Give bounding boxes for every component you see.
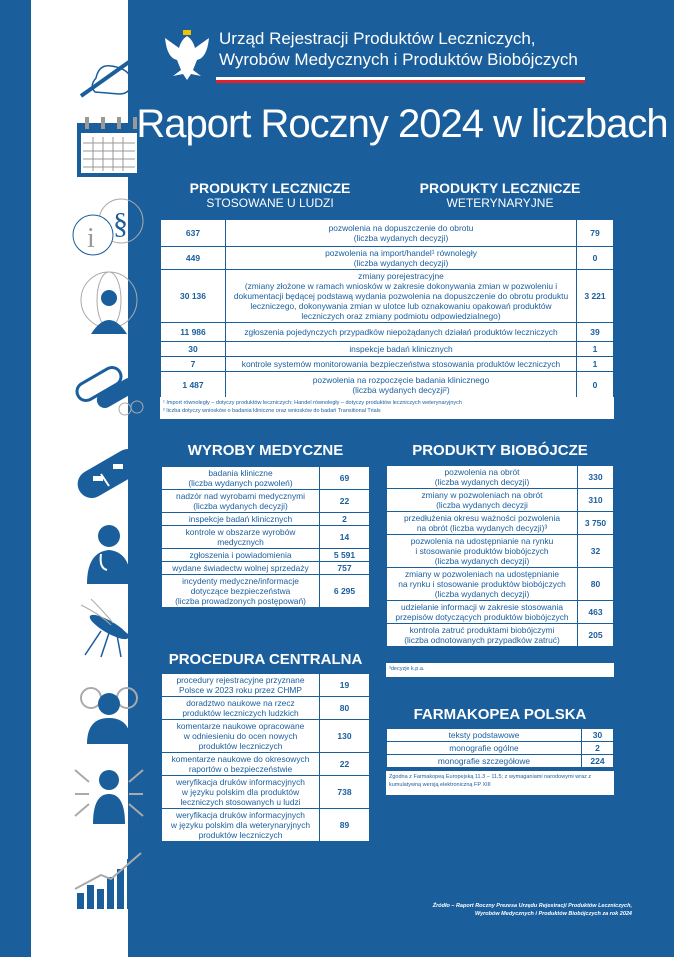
label-cell: inspekcje badań klinicznych (162, 513, 320, 526)
value-cell: 330 (578, 466, 614, 489)
value-cell: 80 (578, 568, 614, 601)
value-cell: 1 (577, 342, 614, 357)
biocides-table (386, 465, 614, 647)
value-cell: 2 (582, 742, 614, 755)
value-cell: 7 (161, 357, 226, 372)
table-row (162, 562, 370, 575)
central-procedure-table (161, 673, 370, 842)
label-cell: komentarze naukowe opracowane w odniesieniu do ocen nowych produktów leczniczych (162, 720, 320, 753)
value-cell: 738 (320, 776, 370, 809)
table-row (161, 372, 614, 399)
heading: PRODUKTY LECZNICZE (189, 180, 351, 196)
table-row (162, 490, 370, 513)
value-cell: 19 (320, 674, 370, 697)
label-cell: zmiany w pozwoleniach na udostępnianie na rynku i stosowanie produktów biobójczych (liczba wydanych decyzji) (387, 568, 578, 601)
label-cell: udzielanie informacji w zakresie stosowania przepisów dotyczących produktów biobójczych (387, 601, 578, 624)
value-cell: 30 (582, 729, 614, 742)
value-cell: 637 (161, 220, 226, 247)
label-cell: doradztwo naukowe na rzecz produktów leczniczych ludzkich (162, 697, 320, 720)
value-cell: 463 (578, 601, 614, 624)
mosquito-icon (71, 595, 147, 659)
table-row (161, 270, 614, 323)
table-row (387, 601, 614, 624)
table-row (387, 512, 614, 535)
label-cell: wydane świadectw wolnej sprzedaży (162, 562, 320, 575)
table-row (387, 755, 614, 768)
label-cell: zmiany w pozwoleniach na obrót (liczba wydanych decyzji (387, 489, 578, 512)
label-cell: weryfikacja druków informacyjnych w języku polskim dla weterynaryjnych produktów leczniczych (162, 809, 320, 842)
table-row (162, 809, 370, 842)
value-cell: 0 (577, 372, 614, 399)
value-cell: 69 (320, 467, 370, 490)
label-cell: pozwolenia na dopuszczenie do obrotu (liczba wydanych decyzji) (226, 220, 577, 247)
table-row (162, 549, 370, 562)
heading: PRODUKTY LECZNICZE (419, 180, 581, 196)
section-central-procedure-heading: PROCEDURA CENTRALNA (168, 651, 363, 668)
biocides-footnote: ³decyzje k.p.a. (386, 663, 614, 677)
pharmacopoeia-table (386, 728, 614, 768)
source-line1: Źródło – Raport Roczny Prezesa Urzędu Rejestracji Produktów Leczniczych, (432, 903, 632, 909)
label-cell: teksty podstawowe (387, 729, 582, 742)
source-line2: Wyrobów Medycznych i Produktów Biobójczych za rok 2024 (475, 911, 632, 917)
table-row (161, 247, 614, 270)
section-pharmacopoeia-heading: FARMAKOPEA POLSKA (413, 706, 587, 723)
table-row (387, 624, 614, 647)
person-arrows-icon (71, 760, 147, 824)
value-cell: 22 (320, 490, 370, 513)
table-row (162, 575, 370, 608)
table-row (161, 220, 614, 247)
value-cell: 11 986 (161, 323, 226, 342)
products-table (160, 219, 614, 399)
value-cell: 205 (578, 624, 614, 647)
value-cell: 39 (577, 323, 614, 342)
value-cell: 14 (320, 526, 370, 549)
label-cell: incydenty medyczne/informacje dotyczące bezpieczeństwa (liczba prowadzonych postępowań) (162, 575, 320, 608)
table-row (162, 467, 370, 490)
label-cell: pozwolenia na udostępnianie na rynku i stosowanie produktów biobójczych (liczba wydanych decyzji) (387, 535, 578, 568)
value-cell: 89 (320, 809, 370, 842)
value-cell: 22 (320, 753, 370, 776)
label-cell: kontrola zatruć produktami biobójczymi (liczba odnotowanych przypadków zatruć) (387, 624, 578, 647)
section-vet-products-heading (390, 180, 610, 210)
table-row (162, 513, 370, 526)
label-cell: kontrole systemów monitorowania bezpieczeństwa stosowania produktów leczniczych (226, 357, 577, 372)
value-cell: 2 (320, 513, 370, 526)
table-row (162, 674, 370, 697)
table-row (162, 753, 370, 776)
subheading: WETERYNARYJNE (446, 196, 554, 210)
globe-person-icon (71, 270, 147, 334)
value-cell: 0 (577, 247, 614, 270)
subheading: STOSOWANE U LUDZI (206, 196, 334, 210)
value-cell: 79 (577, 220, 614, 247)
label-cell: zgłoszenia pojedynczych przypadków niepożądanych działań produktów leczniczych (226, 323, 577, 342)
label-cell: komentarze naukowe do okresowych raportów o bezpieczeństwie (162, 753, 320, 776)
label-cell: monografie szczegółowe (387, 755, 582, 768)
medical-devices-table (161, 466, 370, 608)
section-biocides-heading: PRODUKTY BIOBÓJCZE (412, 442, 588, 459)
label-cell: badania kliniczne (liczba wydanych pozwoleń) (162, 467, 320, 490)
table-row (387, 568, 614, 601)
doctor-icon (71, 520, 147, 584)
label-cell: przedłużenia okresu ważności pozwolenia na obrót (liczba wydanych decyzji)³ (387, 512, 578, 535)
label-cell: zmiany porejestracyjne (zmiany złożone w ramach wniosków w zakresie dokonywania zmian w pozwoleniu i dokumentacji będącej podstawą wydania pozwolenia na dopuszczenie do obrotu produktu leczniczego, dokonywania zmian w ulotce lub oznakowaniu opakowań produktów leczniczych oraz zmiany podmiotu odpowiedzialnego) (226, 270, 577, 323)
value-cell: 3 750 (578, 512, 614, 535)
value-cell: 32 (578, 535, 614, 568)
section-medical-devices-heading: WYROBY MEDYCZNE (187, 442, 344, 459)
table-row (162, 776, 370, 809)
value-cell: 80 (320, 697, 370, 720)
value-cell: 3 221 (577, 270, 614, 323)
org-name-line2: Wyrobów Medycznych i Produktów Biobójczych (219, 50, 578, 69)
pills-icon (71, 355, 147, 419)
table-row (161, 357, 614, 372)
label-cell: zgłoszenia i powiadomienia (162, 549, 320, 562)
source-note (433, 902, 632, 918)
table-row (162, 697, 370, 720)
veterinary-capsule-icon (71, 440, 147, 504)
table-row (162, 720, 370, 753)
section-human-products-heading (160, 180, 380, 210)
label-cell: monografie ogólne (387, 742, 582, 755)
table-row (162, 526, 370, 549)
table-row (387, 535, 614, 568)
org-header (163, 28, 578, 80)
eagle-emblem-icon (163, 28, 211, 80)
value-cell: 310 (578, 489, 614, 512)
label-cell: inspekcje badań klinicznych (226, 342, 577, 357)
info-paragraph-icon (71, 195, 147, 259)
label-cell: pozwolenia na import/handel¹ równoległy (liczba wydanych decyzji) (226, 247, 577, 270)
table-row (161, 342, 614, 357)
label-cell: procedury rejestracyjne przyznane Polsce w 2023 roku przez CHMP (162, 674, 320, 697)
value-cell: 1 487 (161, 372, 226, 399)
pharmacopoeia-note: Zgodna z Farmakopeą Europejską 11.3 – 11.5; z wymaganiami narodowymi wraz z kumulatywną wersją elektroniczną FP XIII (386, 771, 614, 795)
table-row (387, 742, 614, 755)
org-name-line1: Urząd Rejestracji Produktów Leczniczych, (219, 29, 536, 48)
footnote-1: ¹ Import równoległy – dotyczy produktów leczniczych; Handel równoległy – dotyczy produktów leczniczych weterynaryjnych (163, 400, 462, 406)
value-cell: 757 (320, 562, 370, 575)
icon-sidebar (31, 0, 128, 957)
value-cell: 30 136 (161, 270, 226, 323)
products-footnotes (160, 397, 614, 419)
flag-stripe (216, 77, 585, 83)
footnote-2: ² liczba dotyczy wniosków o badania kliniczne oraz wniosków do badań Transitional Trials (163, 408, 381, 414)
label-cell: kontrole w obszarze wyrobów medycznych (162, 526, 320, 549)
value-cell: 224 (582, 755, 614, 768)
page-title: Raport Roczny 2024 w liczbach (136, 102, 668, 146)
value-cell: 30 (161, 342, 226, 357)
label-cell: weryfikacja druków informacyjnych w języku polskim dla produktów leczniczych stosowanych u ludzi (162, 776, 320, 809)
table-row (161, 323, 614, 342)
svg-text:i: i (87, 223, 95, 254)
table-row (387, 729, 614, 742)
value-cell: 130 (320, 720, 370, 753)
bar-chart-icon (71, 845, 147, 909)
value-cell: 1 (577, 357, 614, 372)
pen-hand-icon (71, 38, 147, 102)
value-cell: 6 295 (320, 575, 370, 608)
label-cell: nadzór nad wyrobami medycznymi (liczba wydanych decyzji) (162, 490, 320, 513)
table-row (387, 466, 614, 489)
label-cell: pozwolenia na obrót (liczba wydanych decyzji) (387, 466, 578, 489)
value-cell: 5 591 (320, 549, 370, 562)
table-row (387, 489, 614, 512)
svg-text:§: § (113, 207, 128, 240)
value-cell: 449 (161, 247, 226, 270)
label-cell: pozwolenia na rozpoczęcie badania klinicznego (liczba wydanych decyzji²) (226, 372, 577, 399)
people-group-icon (71, 680, 147, 744)
